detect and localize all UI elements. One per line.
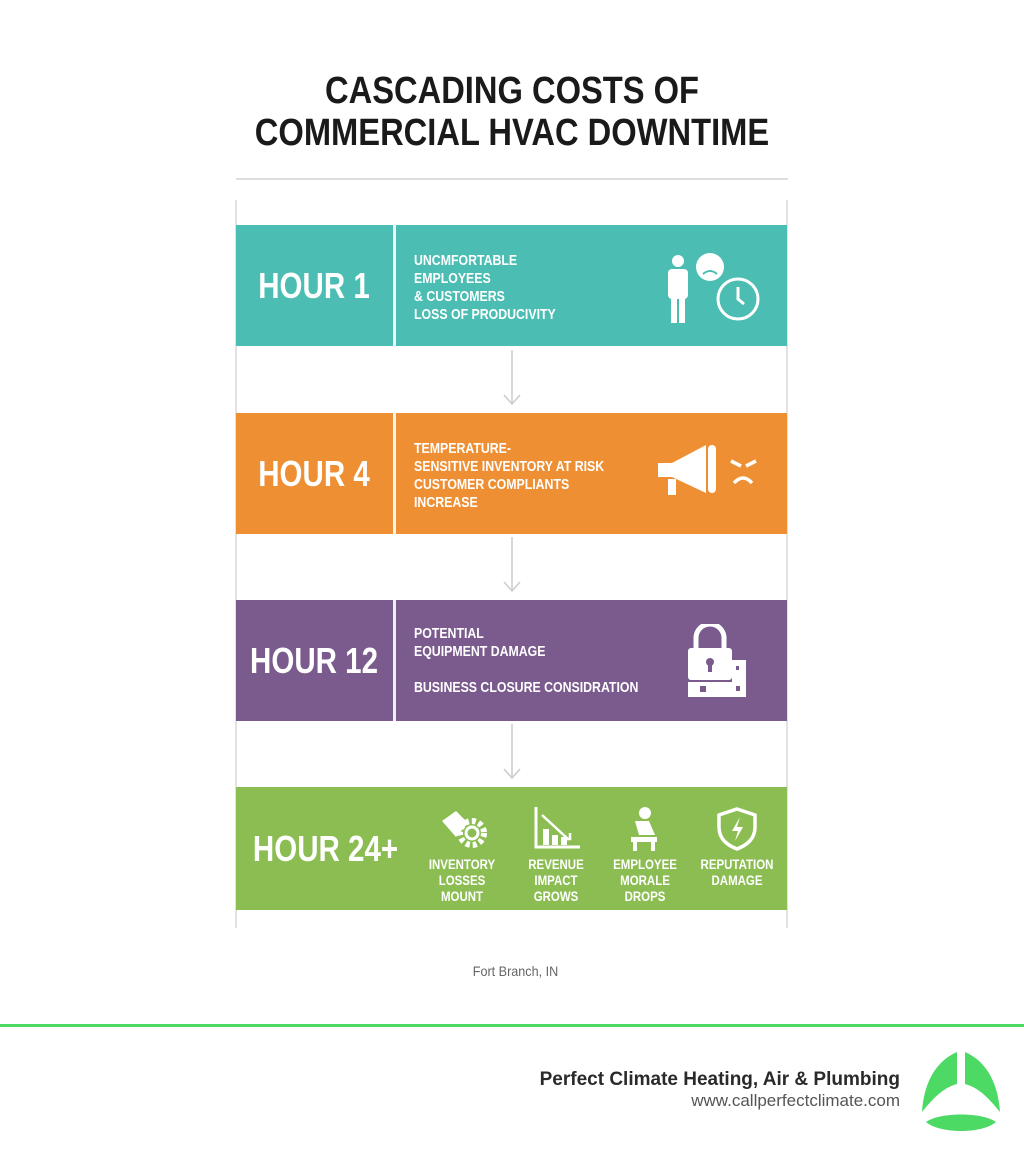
stage-label: HOUR 24+ [253, 827, 399, 869]
stage-text: EQUIPMENT DAMAGE [414, 644, 546, 660]
arrow-down-icon [503, 537, 521, 593]
location-text: Fort Branch, IN [472, 963, 559, 979]
company-logo-icon [920, 1050, 1002, 1134]
shield-lightning-icon [715, 807, 759, 851]
stage-hour-12 [236, 600, 787, 721]
seated-person-icon [623, 807, 669, 851]
impact-text: REVENUE [528, 857, 584, 872]
stage-label: HOUR 4 [258, 452, 371, 494]
lock-building-icon [686, 624, 751, 699]
stage-text: CUSTOMER COMPLIANTS [414, 477, 570, 493]
inventory-gear-icon [438, 807, 488, 849]
impact-text: MOUNT [440, 889, 484, 904]
title-line-1: CASCADING COSTS OF [324, 70, 700, 112]
stage-hour-1 [236, 225, 787, 346]
stage-text: BUSINESS CLOSURE CONSIDRATION [414, 680, 639, 696]
impact-text: INVENTORY LOSSES [428, 857, 496, 888]
uncomfortable-person-icon [664, 247, 764, 327]
impact-text: REPUTATION [700, 857, 774, 872]
declining-chart-icon [534, 807, 580, 849]
impact-text: DAMAGE [711, 873, 763, 888]
stage-text: & CUSTOMERS [414, 289, 505, 305]
company-url[interactable]: www.callperfectclimate.com [691, 1091, 900, 1110]
footer-accent-line [0, 1024, 1024, 1027]
stage-text: POTENTIAL [414, 626, 484, 642]
stage-text: UNCMFORTABLE [414, 253, 518, 269]
impact-text: GROWS [533, 889, 579, 904]
impact-text: MORALE [620, 873, 670, 888]
stage-hour-24 [236, 787, 787, 910]
stage-text: SENSITIVE INVENTORY AT RISK [414, 459, 605, 475]
arrow-down-icon [503, 724, 521, 780]
divider [236, 178, 788, 180]
stage-text: TEMPERATURE- [414, 441, 512, 457]
stage-hour-4 [236, 413, 787, 534]
stage-label: HOUR 1 [258, 264, 371, 306]
impact-text: DROPS [624, 889, 666, 904]
company-name: Perfect Climate Heating, Air & Plumbing [539, 1069, 900, 1090]
impact-text: IMPACT [534, 873, 578, 888]
stage-label: HOUR 12 [250, 639, 379, 681]
arrow-down-icon [503, 350, 521, 406]
title-line-2: COMMERCIAL HVAC DOWNTIME [254, 112, 770, 154]
stage-text [414, 661, 638, 679]
stage-text: LOSS OF PRODUCIVITY [414, 307, 556, 323]
megaphone-angry-icon [656, 441, 766, 501]
stage-text: INCREASE [414, 495, 478, 511]
impact-text: EMPLOYEE [613, 857, 677, 872]
stage-text: EMPLOYEES [414, 271, 491, 287]
